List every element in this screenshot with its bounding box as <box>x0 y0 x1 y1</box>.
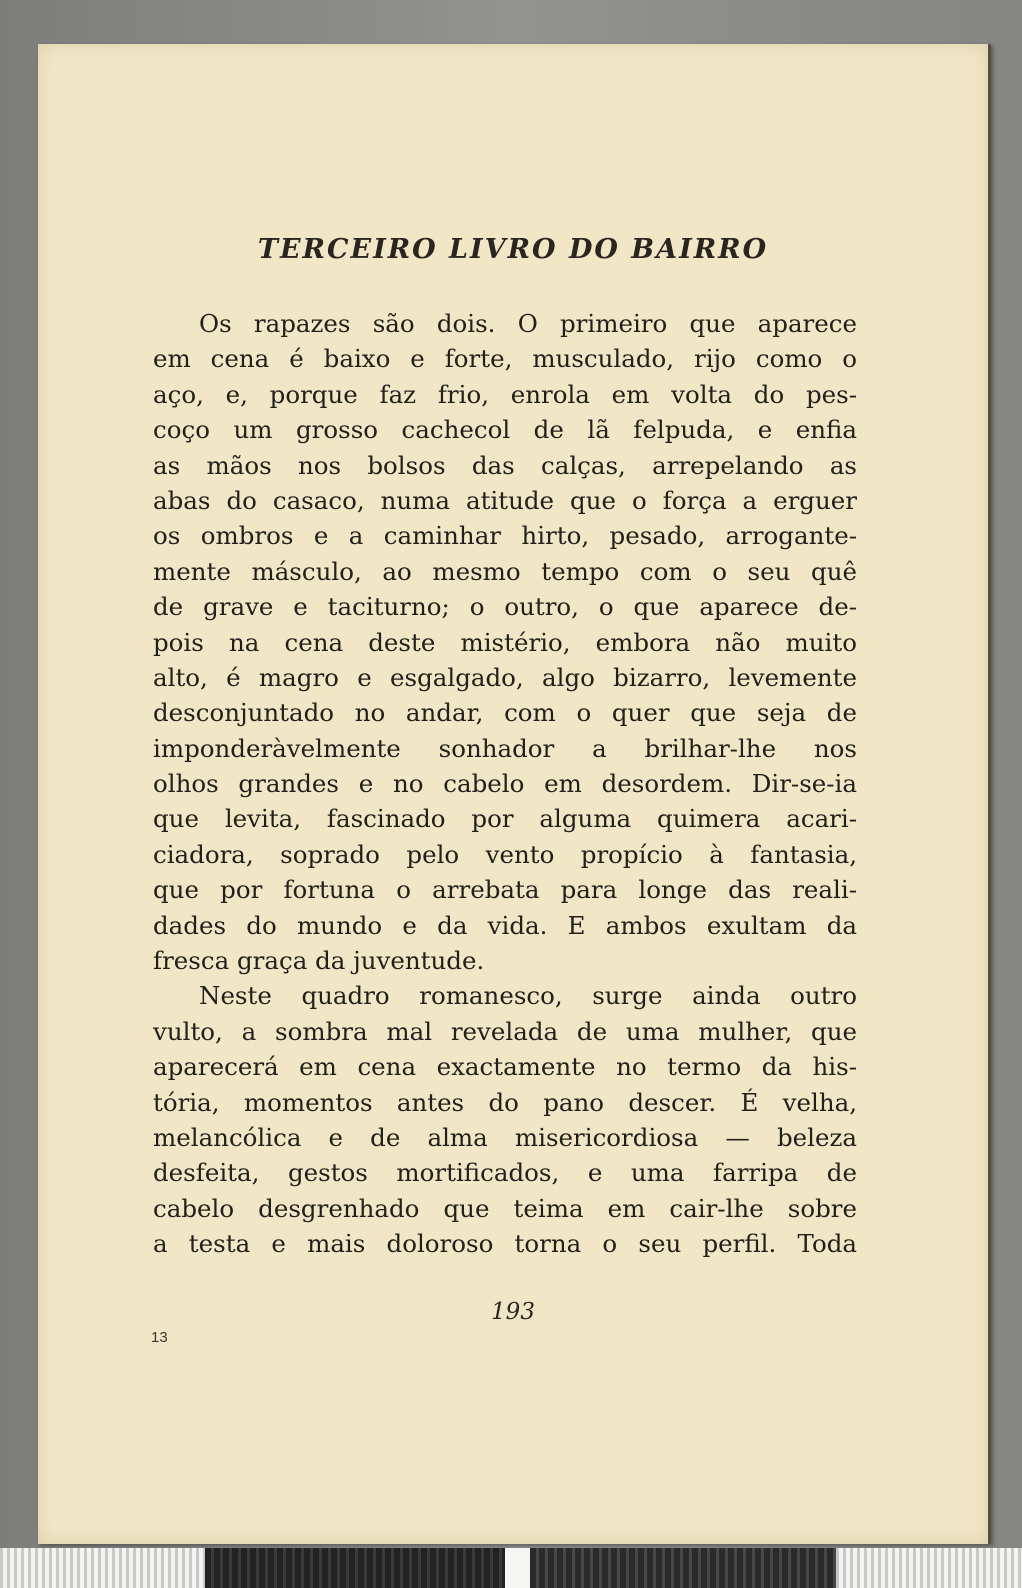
text-line: dades do mundo e da vida. E ambos exultam da <box>153 910 857 940</box>
running-title: TERCEIRO LIVRO DO BAIRRO <box>257 234 769 265</box>
ruler-bar-right <box>530 1548 836 1588</box>
text-line: abas do casaco, numa atitude que o força a erguer <box>153 485 857 515</box>
text-line: as mãos nos bolsos das calças, arrepelando as <box>153 450 857 480</box>
text-line: mente másculo, ao mesmo tempo com o seu quê <box>153 556 857 586</box>
scan-ruler <box>0 1548 1022 1588</box>
text-line: olhos grandes e no cabelo em desordem. Dir-se-ia <box>153 769 857 799</box>
text-line: desfeita, gestos mortificados, e uma farripa de <box>153 1158 857 1188</box>
text-line: desconjuntado no andar, com o quer que seja de <box>153 698 857 728</box>
text-line: Neste quadro romanesco, surge ainda outro <box>199 981 857 1011</box>
text-line: Os rapazes são dois. O primeiro que aparece <box>199 309 857 338</box>
ruler-ticks-left <box>0 1548 205 1588</box>
ruler-ticks-right <box>836 1548 1022 1588</box>
text-line: vulto, a sombra mal revelada de uma mulher, que <box>153 1016 857 1046</box>
text-line: que por fortuna o arrebata para longe das reali- <box>153 875 857 905</box>
text-line: a testa e mais doloroso torna o seu perfil. Toda <box>153 1229 857 1259</box>
ruler-gap <box>505 1548 530 1588</box>
text-line: imponderàvelmente sonhador a brilhar-lhe nos <box>153 733 857 763</box>
text-line: que levita, fascinado por alguma quimera acari- <box>153 804 857 834</box>
text-line: pois na cena deste mistério, embora não muito <box>153 627 857 657</box>
book-page <box>38 44 991 1544</box>
text-line: de grave e taciturno; o outro, o que aparece de- <box>153 592 857 622</box>
text-line: fresca graça da juventude. <box>153 946 485 976</box>
text-line: melancólica e de alma misericordiosa — beleza <box>153 1122 857 1152</box>
text-line: tória, momentos antes do pano descer. É velha, <box>153 1087 857 1117</box>
signature-mark: 13 <box>151 1329 168 1346</box>
text-line: aparecerá em cena exactamente no termo da his- <box>153 1052 857 1082</box>
text-line: ciadora, soprado pelo vento propício à fantasia, <box>153 839 857 869</box>
ruler-bar-left <box>205 1548 505 1588</box>
text-line: aço, e, porque faz frio, enrola em volta do pes- <box>153 379 857 409</box>
page-number: 193 <box>491 1299 535 1325</box>
text-line: em cena é baixo e forte, musculado, rijo como o <box>153 344 857 374</box>
body-text <box>153 306 857 1262</box>
text-line: cabelo desgrenhado que teima em cair-lhe sobre <box>153 1193 857 1223</box>
text-line: alto, é magro e esgalgado, algo bizarro, levemente <box>153 662 857 692</box>
text-line: coço um grosso cachecol de lã felpuda, e enfia <box>153 415 857 445</box>
text-line: os ombros e a caminhar hirto, pesado, arrogante- <box>153 521 857 551</box>
